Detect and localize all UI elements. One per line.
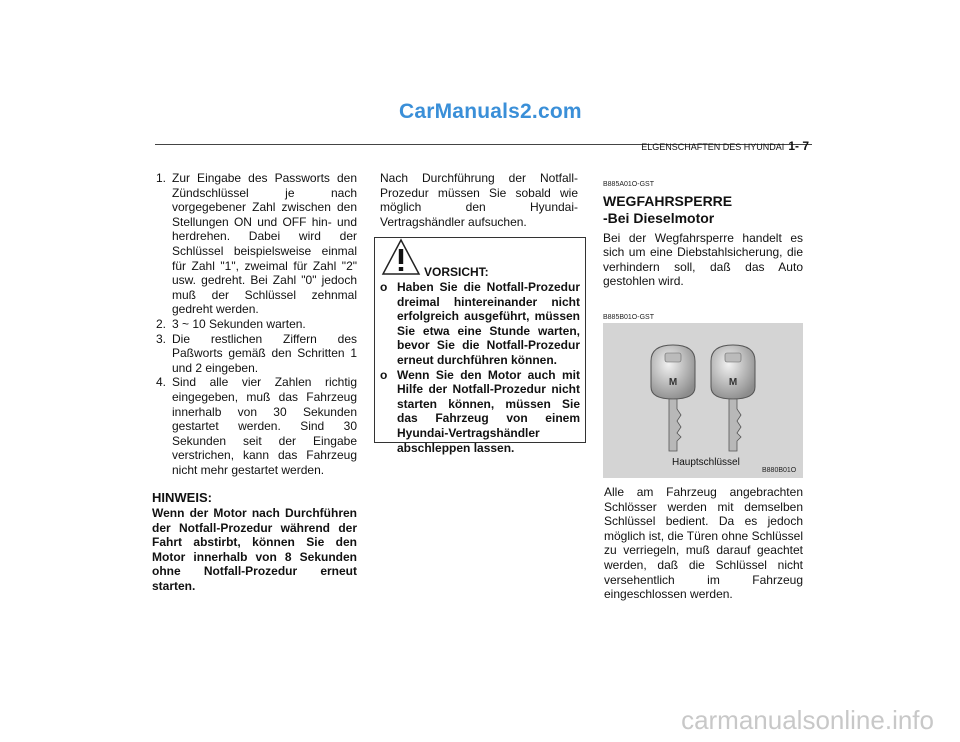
column-1 [152, 171, 357, 594]
watermark-logo[interactable]: CarManuals2.com [399, 100, 582, 123]
step-number: 2. [156, 316, 167, 331]
section-text: Bei der Wegfahrsperre handelt es sich um eine Diebstahlsicherung, die verhindern soll, daß das Auto gestohlen wird. [603, 230, 803, 289]
figure-caption: Hauptschlüssel [672, 457, 740, 468]
warning-item [380, 368, 580, 456]
warning-item [380, 280, 580, 368]
step-4 [152, 375, 357, 477]
header-section: ELGENSCHAFTEN DES HYUNDAI [641, 142, 785, 152]
step-number: 4. [156, 375, 167, 390]
step-number: 1. [156, 171, 167, 185]
step-3 [152, 332, 357, 376]
step-1 [152, 171, 357, 317]
warning-text: Wenn Sie den Motor auch mit Hilfe der Notfall-Prozedur nicht starten können, müssen Sie das Fahrzeug von einem Hyundai-Vertragshändler abschleppen lassen. [397, 367, 580, 455]
warning-list [380, 280, 580, 455]
step-text: 3 ~ 10 Sekunden warten. [172, 316, 306, 331]
bullet: o [380, 367, 388, 382]
warning-title: VORSICHT: [424, 265, 489, 279]
step-text: Die restlichen Ziffern des Paßworts gemäß den Schritten 1 und 2 eingeben. [172, 331, 357, 375]
keys-illustration [603, 323, 803, 478]
svg-text:M: M [668, 377, 678, 388]
svg-text:M: M [728, 377, 738, 388]
bullet: o [380, 280, 388, 294]
section-subtitle: -Bei Dieselmotor [603, 209, 715, 226]
keys-text: Alle am Fahrzeug angebrachten Schlösser werden mit demselben Schlüssel bedient. Da es jedoch möglich ist, die Türen ohne Schlüssel zu verriegeln, muß darauf geachtet werden, daß die Schlüssel nicht versehentlich im Fahrzeug eingeschlossen werden. [604, 485, 803, 602]
figure-code: B880B01O [762, 467, 797, 474]
hinweis-text: Wenn der Motor nach Durchführen der Notfall-Prozedur während der Fahrt abstirbt, können Sie den Motor innerhalb von 8 Sekunden ohne Notfall-Prozedur erneut starten. [152, 506, 357, 594]
footer-watermark[interactable]: carmanualsonline.info [681, 705, 934, 735]
page-header [641, 139, 809, 153]
warning-triangle-icon [381, 238, 421, 276]
step-text: Sind alle vier Zahlen richtig eingegeben, muß das Fahrzeug innerhalb von 30 Sekunden gestartet werden. Sind 30 Sekunden seit der Eingabe verstrichen, kann das Fahrzeug nicht mehr gestartet werden. [172, 375, 357, 477]
column-3 [603, 178, 803, 343]
key-icon [603, 323, 803, 478]
warning-text: Haben Sie die Notfall-Prozedur dreimal hintereinander nicht erfolgreich ausgeführt, müssen Sie etwa eine Stunde warten, bevor Sie die Notfall-Prozedur erneut durchführen können. [397, 280, 580, 367]
step-2 [152, 317, 357, 332]
section-code: B885A01O-GST [603, 181, 654, 188]
intro-text: Nach Durchführung der Notfall-Prozedur müssen Sie sobald wie möglich den Hyundai-Vertragshändler aufsuchen. [380, 171, 578, 229]
page-number: 1- 7 [788, 139, 809, 153]
hinweis-title: HINWEIS: [152, 490, 212, 506]
step-number: 3. [156, 331, 167, 346]
section-code: B885B01O-GST [603, 313, 654, 321]
step-text: Zur Eingabe des Passworts den Zündschlüssel je nach vorgegebener Zahl zwischen den Stellungen ON und OFF hin- und herdrehen. Dabei wird der Schlüssel beispielsweise einmal für Zahl "1", zweimal für Zahl "2" usw. gedreht. Bei Zahl "0" jedoch muß der Schlüssel zehnmal gedreht werden. [172, 171, 357, 317]
section-title: WEGFAHRSPERRE [603, 192, 733, 209]
